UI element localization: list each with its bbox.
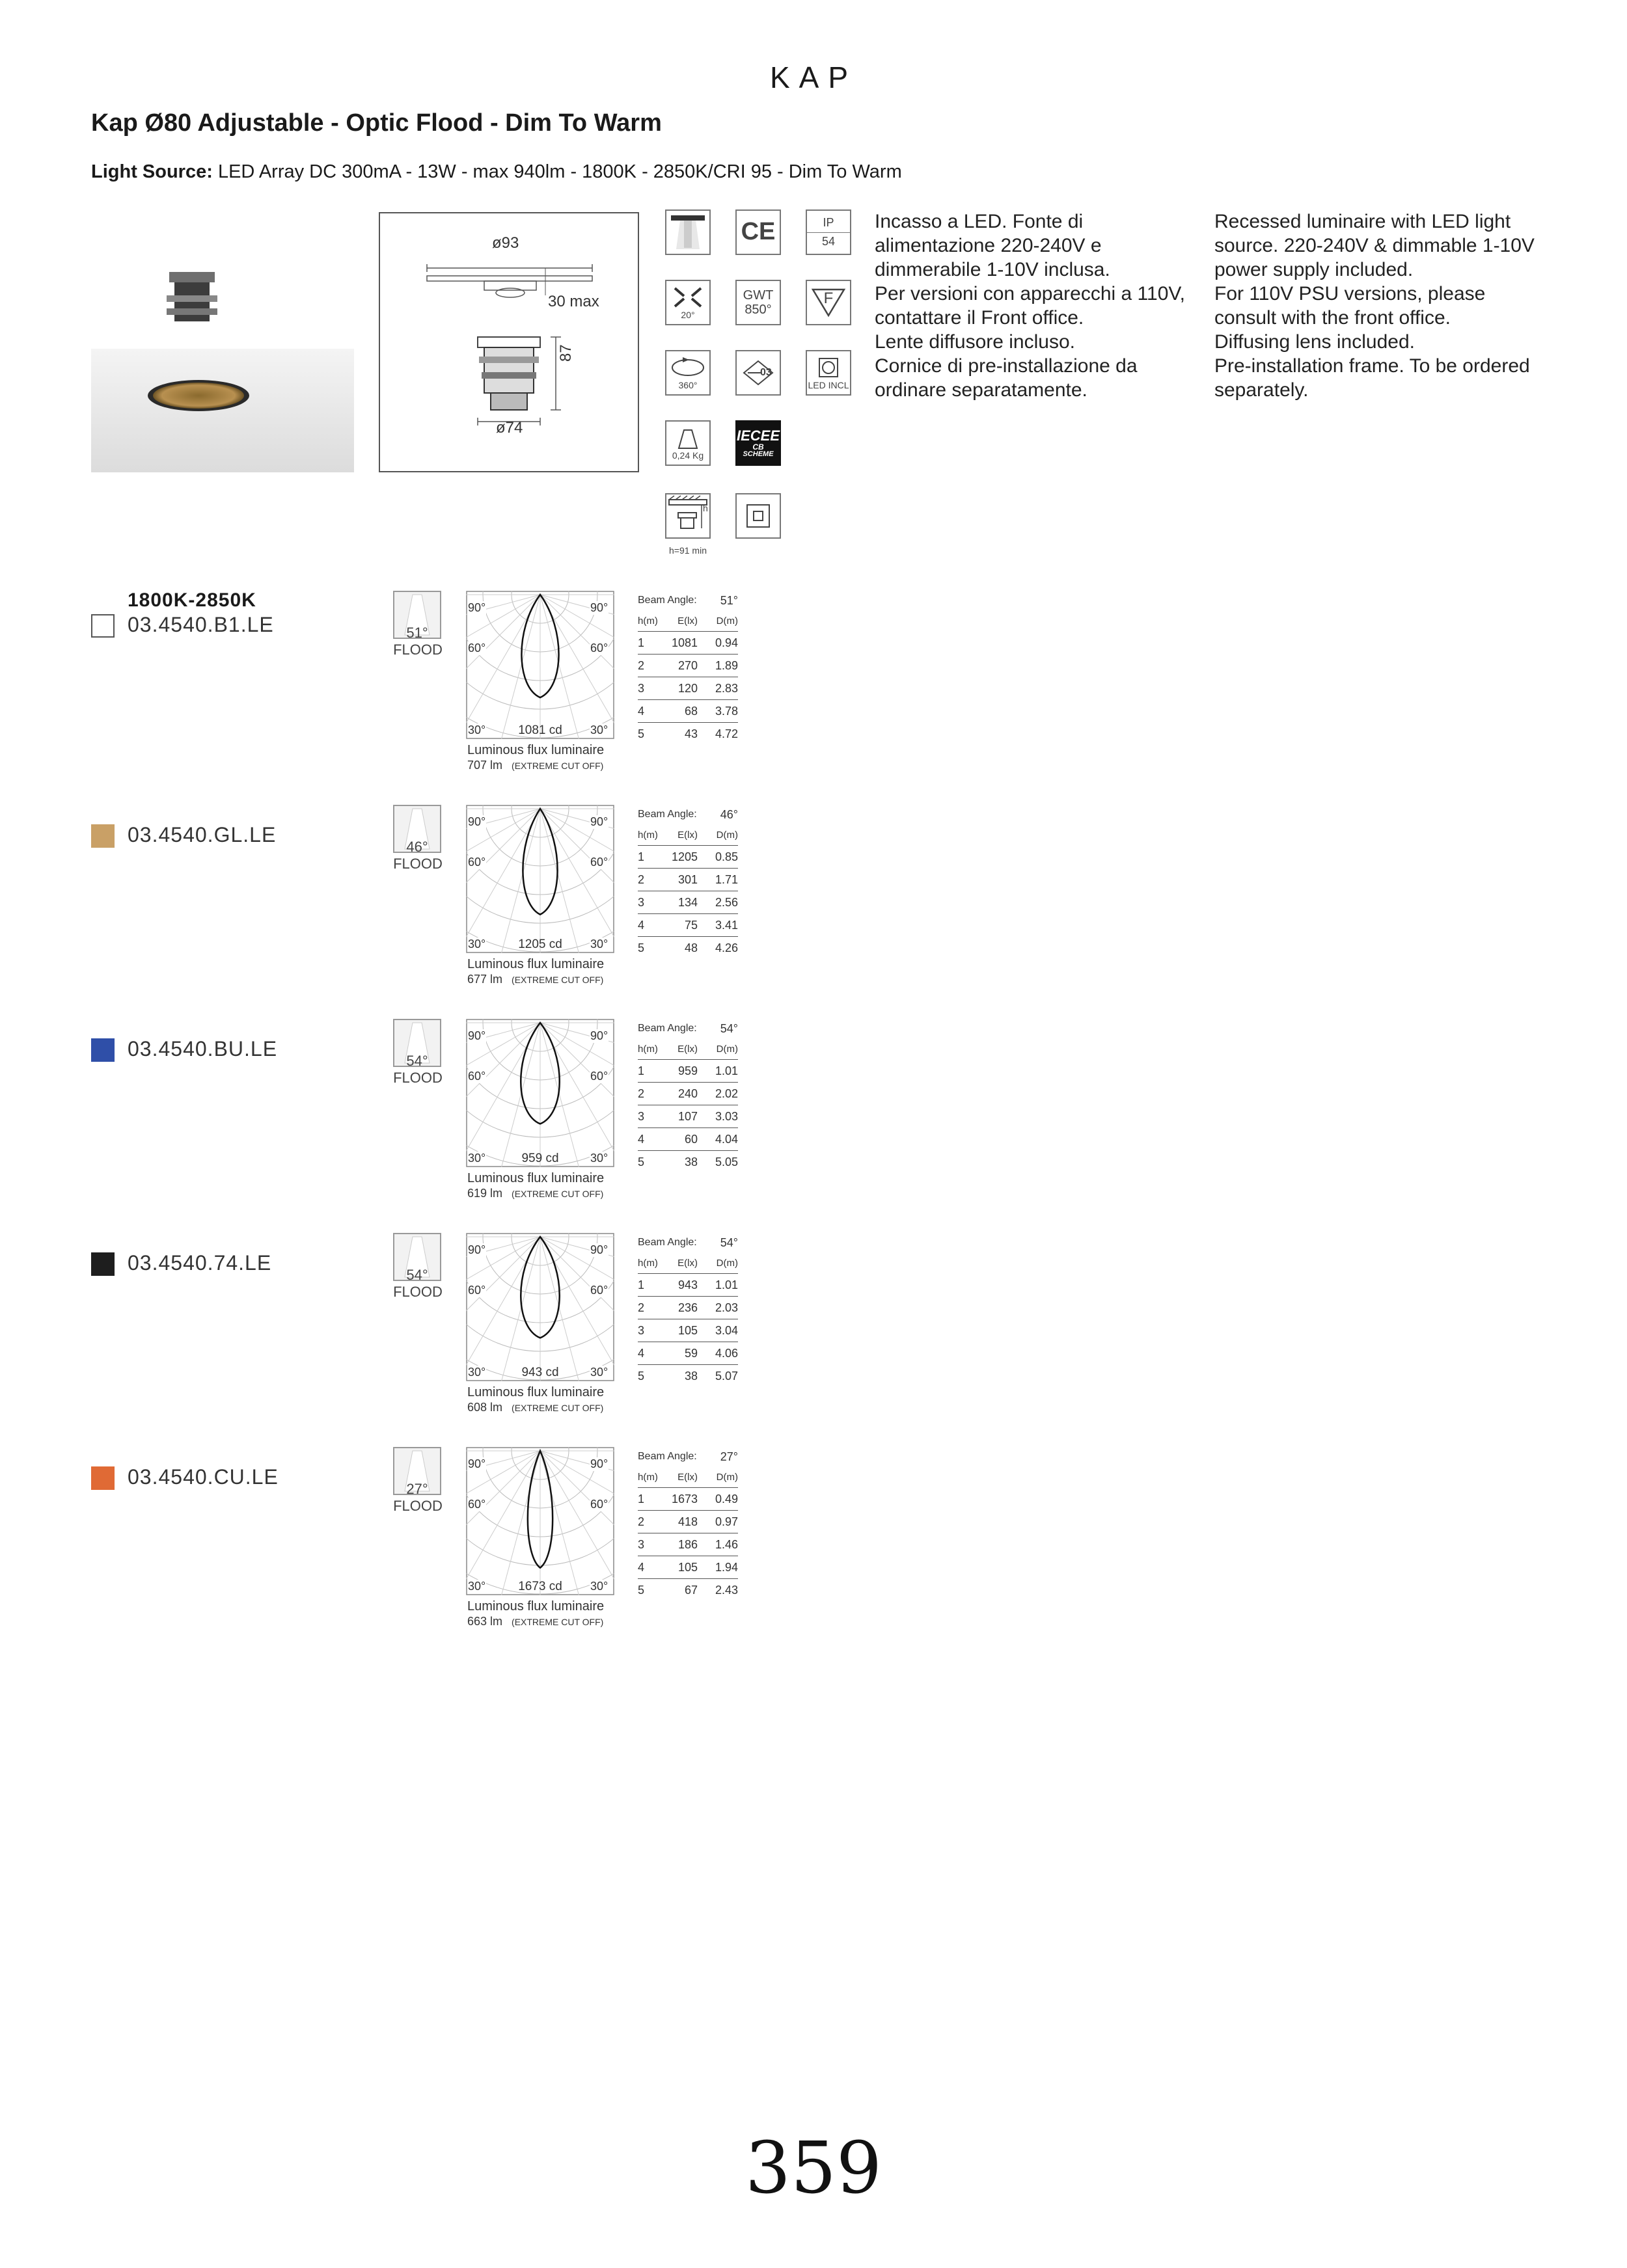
- flux-label: Luminous flux luminaire: [467, 743, 605, 757]
- polar-label-90-left: 90°: [468, 1029, 486, 1042]
- cell-e: 43: [684, 727, 698, 740]
- product-code: 03.4540.74.LE: [128, 1251, 272, 1275]
- cell-e: 186: [677, 1537, 698, 1551]
- description-line: contattare il Front office.: [875, 307, 1084, 329]
- tilt-icon: [665, 280, 711, 325]
- col-d: D(m): [716, 829, 738, 841]
- polar-label-90-left: 90°: [468, 1457, 486, 1470]
- cell-d: 0.94: [715, 636, 738, 649]
- description-line: Diffusing lens included.: [1214, 331, 1415, 353]
- table-row: [638, 1365, 738, 1387]
- table-row: [638, 632, 738, 655]
- cell-e: 59: [684, 1346, 698, 1360]
- polar-label-90-right: 90°: [590, 815, 608, 828]
- weight-value: 0,24 Kg: [672, 450, 704, 461]
- cell-e: 68: [684, 704, 698, 718]
- finish-swatch: [91, 1466, 115, 1490]
- table-row: [638, 677, 738, 700]
- finish-swatch: [91, 1252, 115, 1276]
- cell-h: 5: [638, 1155, 645, 1168]
- cell-e: 105: [677, 1560, 698, 1574]
- cell-e: 418: [677, 1515, 698, 1528]
- flux-label: Luminous flux luminaire: [467, 1171, 605, 1185]
- cell-h: 1: [638, 850, 645, 863]
- led-included-icon: [806, 350, 851, 396]
- cell-d: 2.03: [715, 1301, 738, 1314]
- beam-angle-label: 51°: [406, 625, 428, 641]
- col-d: D(m): [716, 1471, 738, 1483]
- cell-d: 1.46: [715, 1537, 738, 1551]
- table-row: [638, 1579, 738, 1601]
- polar-label-30-right: 30°: [590, 1152, 608, 1165]
- cell-h: 2: [638, 1301, 645, 1314]
- description-line: Incasso a LED. Fonte di: [875, 211, 1084, 232]
- table-row: [638, 869, 738, 891]
- beam-angle-title: Beam Angle:: [638, 1237, 697, 1248]
- product-photo: [91, 259, 354, 472]
- table-row: [638, 1274, 738, 1297]
- beam-angle-label: 54°: [406, 1267, 428, 1283]
- iecee-line2: CB: [752, 442, 764, 452]
- table-row: [638, 1319, 738, 1342]
- polar-label-60-left: 60°: [468, 1498, 486, 1511]
- cutoff-label: (EXTREME CUT OFF): [512, 1403, 604, 1413]
- cell-h: 4: [638, 918, 645, 932]
- table-row: [638, 914, 738, 937]
- polar-label-90-left: 90°: [468, 601, 486, 614]
- description-italian: [875, 209, 1200, 402]
- flux-value-line: [467, 973, 603, 986]
- photometric-table: [638, 1447, 738, 1601]
- rotation-degree: 360°: [678, 380, 698, 391]
- cell-d: 5.07: [715, 1369, 738, 1383]
- cell-e: 270: [677, 658, 698, 672]
- optic-label: FLOOD: [393, 1284, 443, 1300]
- dim-bottom: ø74: [496, 419, 523, 437]
- cutoff-label: (EXTREME CUT OFF): [512, 975, 604, 985]
- cell-d: 3.78: [715, 704, 738, 718]
- col-h: h(m): [638, 615, 658, 627]
- table-header-row: [638, 610, 738, 632]
- cell-e: 134: [677, 895, 698, 909]
- cell-h: 1: [638, 636, 645, 649]
- table-header-row: [638, 1252, 738, 1274]
- cell-d: 0.97: [715, 1515, 738, 1528]
- flux-label: Luminous flux luminaire: [467, 1385, 605, 1399]
- cell-h: 1: [638, 1278, 645, 1291]
- optic-label: FLOOD: [393, 1070, 443, 1086]
- table-header-row: [638, 1038, 738, 1060]
- cell-h: 5: [638, 1583, 645, 1597]
- flux-value: 707 lm: [467, 759, 503, 772]
- description-line: Lente diffusore incluso.: [875, 331, 1075, 353]
- flux-value-line: [467, 1615, 603, 1628]
- beam-angle-header: [638, 805, 738, 824]
- temperature-label: 1800K-2850K: [128, 589, 256, 611]
- product-code: 03.4540.BU.LE: [128, 1037, 278, 1060]
- polar-label-60-left: 60°: [468, 1284, 486, 1297]
- class-number: 03: [760, 367, 772, 378]
- description-line: alimentazione 220-240V e: [875, 235, 1102, 256]
- table-row: [638, 1083, 738, 1105]
- iecee-line1: IECEE: [736, 427, 780, 444]
- beam-angle-value: 51°: [720, 593, 738, 607]
- description-english: [1214, 209, 1553, 402]
- product-title: Kap Ø80 Adjustable - Optic Flood - Dim To Warm: [91, 109, 662, 137]
- col-e: E(lx): [677, 1043, 698, 1055]
- description-line: Pre-installation frame. To be ordered: [1214, 355, 1530, 377]
- polar-label-30-right: 30°: [590, 723, 608, 736]
- flux-value: 677 lm: [467, 973, 503, 986]
- cell-h: 3: [638, 895, 645, 909]
- table-row: [638, 1556, 738, 1579]
- description-line: Cornice di pre-installazione da: [875, 355, 1138, 377]
- flux-value: 663 lm: [467, 1615, 503, 1628]
- cell-e: 120: [677, 681, 698, 695]
- description-line: For 110V PSU versions, please: [1214, 283, 1486, 304]
- rotation-icon: [665, 350, 711, 396]
- iecee-line3: SCHEME: [743, 450, 774, 458]
- polar-label-90-left: 90°: [468, 815, 486, 828]
- cutoff-label: (EXTREME CUT OFF): [512, 761, 604, 771]
- cell-d: 2.83: [715, 681, 738, 695]
- polar-label-60-right: 60°: [590, 1498, 608, 1511]
- polar-label-60-right: 60°: [590, 856, 608, 869]
- table-row: [638, 723, 738, 745]
- cell-d: 1.94: [715, 1560, 738, 1574]
- polar-label-90-left: 90°: [468, 1243, 486, 1256]
- description-line: power supply included.: [1214, 259, 1414, 280]
- cell-h: 1: [638, 1064, 645, 1077]
- iecee-cb-logo: [735, 420, 781, 466]
- cell-e: 107: [677, 1109, 698, 1123]
- col-e: E(lx): [677, 829, 698, 841]
- cell-h: 4: [638, 1560, 645, 1574]
- cell-d: 4.72: [715, 727, 738, 740]
- polar-label-30-left: 30°: [468, 1366, 486, 1379]
- table-row: [638, 937, 738, 959]
- photometric-table: [638, 1233, 738, 1387]
- product-code: 03.4540.B1.LE: [128, 613, 274, 636]
- description-line: Per versioni con apparecchi a 110V,: [875, 283, 1185, 304]
- table-row: [638, 1342, 738, 1365]
- polar-label-30-left: 30°: [468, 938, 486, 951]
- flux-value: 619 lm: [467, 1187, 503, 1200]
- flux-value-line: [467, 1187, 603, 1200]
- cell-d: 4.04: [715, 1132, 738, 1146]
- cell-d: 3.41: [715, 918, 738, 932]
- beam-angle-header: [638, 591, 738, 610]
- dim-top: ø93: [492, 234, 519, 252]
- table-row: [638, 1533, 738, 1556]
- beam-angle-label: 27°: [406, 1481, 428, 1497]
- optic-label: FLOOD: [393, 856, 443, 872]
- cell-d: 4.26: [715, 941, 738, 954]
- gwt-icon: [735, 280, 781, 325]
- cutoff-label: (EXTREME CUT OFF): [512, 1617, 604, 1627]
- beam-angle-title: Beam Angle:: [638, 1023, 697, 1034]
- table-row: [638, 655, 738, 677]
- beam-angle-value: 54°: [720, 1235, 738, 1249]
- cell-e: 1673: [671, 1492, 698, 1505]
- table-row: [638, 1151, 738, 1173]
- polar-label-30-left: 30°: [468, 1152, 486, 1165]
- product-code: 03.4540.GL.LE: [128, 823, 277, 846]
- light-source-label: Light Source:: [91, 161, 213, 182]
- tilt-degree: 20°: [681, 310, 695, 321]
- cell-h: 3: [638, 1109, 645, 1123]
- description-line: separately.: [1214, 379, 1309, 401]
- beam-angle-header: [638, 1233, 738, 1252]
- optic-label: FLOOD: [393, 1498, 443, 1514]
- dim-height: 87: [557, 344, 575, 362]
- peak-intensity: 1205 cd: [518, 938, 562, 951]
- table-row: [638, 700, 738, 723]
- polar-label-90-right: 90°: [590, 1457, 608, 1470]
- polar-label-90-right: 90°: [590, 1029, 608, 1042]
- cell-e: 67: [684, 1583, 698, 1597]
- recess-height-value: h=91 min: [669, 545, 707, 556]
- peak-intensity: 959 cd: [521, 1152, 559, 1165]
- table-header-row: [638, 824, 738, 846]
- recess-height-icon: [665, 493, 711, 539]
- recess-height-mark: h: [703, 503, 708, 513]
- beam-angle-title: Beam Angle:: [638, 1451, 697, 1462]
- cell-h: 2: [638, 872, 645, 886]
- cell-h: 2: [638, 1515, 645, 1528]
- cell-e: 60: [684, 1132, 698, 1146]
- cell-e: 1205: [671, 850, 698, 863]
- beam-angle-label: 46°: [406, 839, 428, 855]
- polar-label-60-right: 60°: [590, 1284, 608, 1297]
- cell-h: 4: [638, 704, 645, 718]
- flux-value-line: [467, 1401, 603, 1414]
- description-line: Recessed luminaire with LED light: [1214, 211, 1511, 232]
- table-row: [638, 846, 738, 869]
- polar-label-60-left: 60°: [468, 641, 486, 655]
- polar-label-90-right: 90°: [590, 601, 608, 614]
- photometric-table: [638, 805, 738, 959]
- cell-d: 0.49: [715, 1492, 738, 1505]
- peak-intensity: 1673 cd: [518, 1580, 562, 1593]
- cell-d: 5.05: [715, 1155, 738, 1168]
- table-row: [638, 1105, 738, 1128]
- polar-label-60-right: 60°: [590, 641, 608, 655]
- ip-value: 54: [821, 234, 836, 248]
- cell-e: 943: [677, 1278, 698, 1291]
- cell-e: 301: [677, 872, 698, 886]
- light-source-text: LED Array DC 300mA - 13W - max 940lm - 1800K - 2850K/CRI 95 - Dim To Warm: [212, 161, 902, 182]
- col-h: h(m): [638, 829, 658, 841]
- col-h: h(m): [638, 1043, 658, 1055]
- beam-angle-value: 27°: [720, 1450, 738, 1463]
- beam-angle-label: 54°: [406, 1053, 428, 1069]
- cell-e: 105: [677, 1323, 698, 1337]
- peak-intensity: 943 cd: [521, 1366, 559, 1379]
- col-e: E(lx): [677, 1257, 698, 1269]
- table-row: [638, 891, 738, 914]
- flux-value-line: [467, 759, 603, 772]
- f-mark-icon: [806, 280, 851, 325]
- cell-d: 0.85: [715, 850, 738, 863]
- cell-h: 4: [638, 1346, 645, 1360]
- cell-e: 38: [684, 1155, 698, 1168]
- col-h: h(m): [638, 1257, 658, 1269]
- cell-d: 2.56: [715, 895, 738, 909]
- col-e: E(lx): [677, 615, 698, 627]
- cell-e: 38: [684, 1369, 698, 1383]
- polar-label-90-right: 90°: [590, 1243, 608, 1256]
- light-source-line: [91, 161, 902, 183]
- finish-swatch: [91, 824, 115, 848]
- beam-angle-value: 46°: [720, 807, 738, 821]
- ip-label: IP: [807, 217, 850, 233]
- brand-title: KAP: [769, 61, 858, 94]
- polar-label-30-right: 30°: [590, 938, 608, 951]
- cell-h: 3: [638, 1323, 645, 1337]
- polar-label-30-right: 30°: [590, 1366, 608, 1379]
- cell-d: 1.89: [715, 658, 738, 672]
- weight-icon: [665, 420, 711, 466]
- cell-d: 1.01: [715, 1064, 738, 1077]
- cell-h: 3: [638, 681, 645, 695]
- peak-intensity: 1081 cd: [518, 723, 562, 737]
- f-mark-letter: F: [823, 290, 834, 307]
- cell-d: 3.04: [715, 1323, 738, 1337]
- gwt-line1: GWT: [743, 288, 774, 303]
- cell-e: 236: [677, 1301, 698, 1314]
- cell-e: 959: [677, 1064, 698, 1077]
- polar-label-60-right: 60°: [590, 1070, 608, 1083]
- description-line: ordinare separatamente.: [875, 379, 1087, 401]
- photometric-table: [638, 591, 738, 745]
- table-row: [638, 1297, 738, 1319]
- flux-value: 608 lm: [467, 1401, 503, 1414]
- finish-swatch: [91, 1038, 115, 1062]
- cell-e: 48: [684, 941, 698, 954]
- cell-h: 5: [638, 727, 645, 740]
- polar-label-30-left: 30°: [468, 723, 486, 736]
- led-included-text: LED INCL: [808, 380, 849, 391]
- col-h: h(m): [638, 1471, 658, 1483]
- beam-angle-header: [638, 1447, 738, 1466]
- cell-h: 1: [638, 1492, 645, 1505]
- page-number: 359: [745, 2126, 882, 2209]
- polar-label-60-left: 60°: [468, 856, 486, 869]
- cell-e: 240: [677, 1087, 698, 1100]
- polar-label-30-left: 30°: [468, 1580, 486, 1593]
- dim-max: 30 max: [548, 293, 599, 310]
- ce-mark-icon: CE: [735, 209, 781, 255]
- col-d: D(m): [716, 615, 738, 627]
- description-line: source. 220-240V & dimmable 1-10V: [1214, 235, 1535, 256]
- downlight-icon: [665, 209, 711, 255]
- cell-h: 2: [638, 658, 645, 672]
- product-code: 03.4540.CU.LE: [128, 1465, 279, 1489]
- flux-label: Luminous flux luminaire: [467, 1599, 605, 1613]
- col-d: D(m): [716, 1257, 738, 1269]
- table-header-row: [638, 1466, 738, 1488]
- table-row: [638, 1128, 738, 1151]
- table-row: [638, 1060, 738, 1083]
- beam-angle-title: Beam Angle:: [638, 809, 697, 820]
- cell-h: 2: [638, 1087, 645, 1100]
- cell-d: 2.43: [715, 1583, 738, 1597]
- description-line: dimmerabile 1-10V inclusa.: [875, 259, 1110, 280]
- col-e: E(lx): [677, 1471, 698, 1483]
- ip-rating-icon: [806, 209, 851, 255]
- col-d: D(m): [716, 1043, 738, 1055]
- cell-d: 3.03: [715, 1109, 738, 1123]
- polar-label-60-left: 60°: [468, 1070, 486, 1083]
- beam-angle-title: Beam Angle:: [638, 595, 697, 606]
- cell-h: 5: [638, 941, 645, 954]
- cell-h: 3: [638, 1537, 645, 1551]
- flux-label: Luminous flux luminaire: [467, 957, 605, 971]
- cell-d: 1.01: [715, 1278, 738, 1291]
- optic-label: FLOOD: [393, 641, 443, 658]
- beam-angle-value: 54°: [720, 1021, 738, 1035]
- cell-e: 75: [684, 918, 698, 932]
- polar-label-30-right: 30°: [590, 1580, 608, 1593]
- table-row: [638, 1511, 738, 1533]
- cell-d: 1.71: [715, 872, 738, 886]
- beam-angle-header: [638, 1019, 738, 1038]
- table-row: [638, 1488, 738, 1511]
- description-line: consult with the front office.: [1214, 307, 1451, 329]
- cell-d: 4.06: [715, 1346, 738, 1360]
- frame-icon: [735, 493, 781, 539]
- cell-h: 4: [638, 1132, 645, 1146]
- cutoff-label: (EXTREME CUT OFF): [512, 1189, 604, 1199]
- photometric-table: [638, 1019, 738, 1173]
- cell-e: 1081: [671, 636, 698, 649]
- finish-swatch: [91, 614, 115, 638]
- class-icon: [735, 350, 781, 396]
- cell-d: 2.02: [715, 1087, 738, 1100]
- cell-h: 5: [638, 1369, 645, 1383]
- gwt-line2: 850°: [745, 303, 772, 317]
